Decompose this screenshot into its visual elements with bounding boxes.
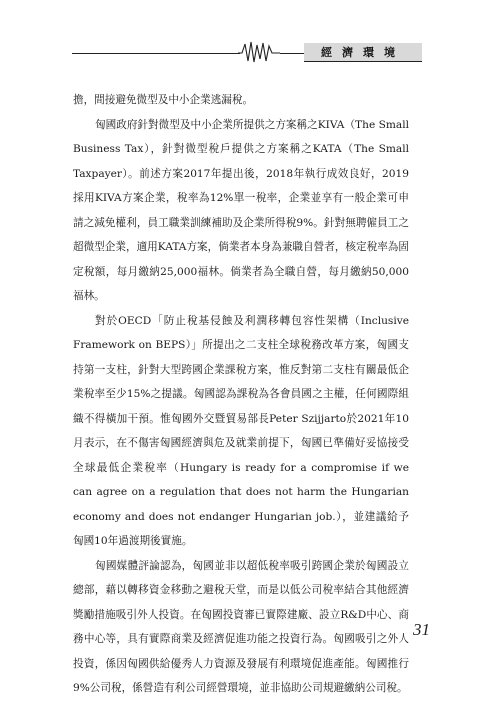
paragraph-media-commentary: 匈國媒體評論認為，匈國並非以超低稅率吸引跨國企業於匈國設立總部，藉以轉移資金移動之避稅天堂，而是以低公司稅率結合其他經濟獎勵措施吸引外人投資。在匈國投資審已實際建廠、設立R&D中心、商務中心等，具有實際商業及經濟促進功能之投資行為。匈國吸引之外人投資，係因匈國供給優秀人力資源及發展有利環境促進產能。匈國推行9%公司稅，係營造有利公司經營環境，並非協助公司規避繳納公司稅。 (73, 559, 409, 694)
paragraph-kiva-kata: 匈國政府針對微型及中小企業所提供之方案稱之KIVA（The Small Business Tax），針對微型稅戶提供之方案稱之KATA（The Small Taxpayer）。前述方案2017年提出後，2018年執行成效良好，2019採用KIVA方案企業，稅率為12%單一稅率，企業並享有一般企業可申請之減免權利，員工職業訓練補助及企業所得稅9%。針對無聘僱員工之超微型企業，適用KATA方案，倘業者本身為兼職自營者，核定稅率為固定稅額，每月繳納25,000福林。倘業者為全職自營，每月繳納50,000福林。 (73, 118, 409, 302)
paragraph-oecd-beps: 對於OECD「防止稅基侵蝕及利潤移轉包容性架構（Inclusive Framework on BEPS）」所提出之二支柱全球稅務改革方案，匈國支持第一支柱，針對大型跨國企業課稅方案，惟反對第二支柱有關最低企業稅率至少15%之提議。匈國認為課稅為各會員國之主權，任何國際組織不得橫加干預。惟匈國外交暨貿易部長Peter Szijjarto於2021年10月表示，在不傷害匈國經濟與危及就業前提下，匈國已準備好妥協接受全球最低企業稅率（Hungary is ready for a compromise if we can agree on a regulation that does not harm the Hungarian economy and does not endanger Hungarian job.），並建議給予匈國10年過渡期後實施。 (73, 314, 409, 547)
body-text (73, 88, 409, 701)
header-wave-icon (238, 40, 280, 64)
page-number: 31 (413, 620, 430, 639)
paragraph-continuation: 擔，間接避免微型及中小企業逃漏稅。 (73, 94, 254, 106)
header-rule-right (280, 53, 306, 54)
header-rule-left (72, 53, 240, 54)
running-header-title: 經濟環境 (304, 43, 422, 62)
